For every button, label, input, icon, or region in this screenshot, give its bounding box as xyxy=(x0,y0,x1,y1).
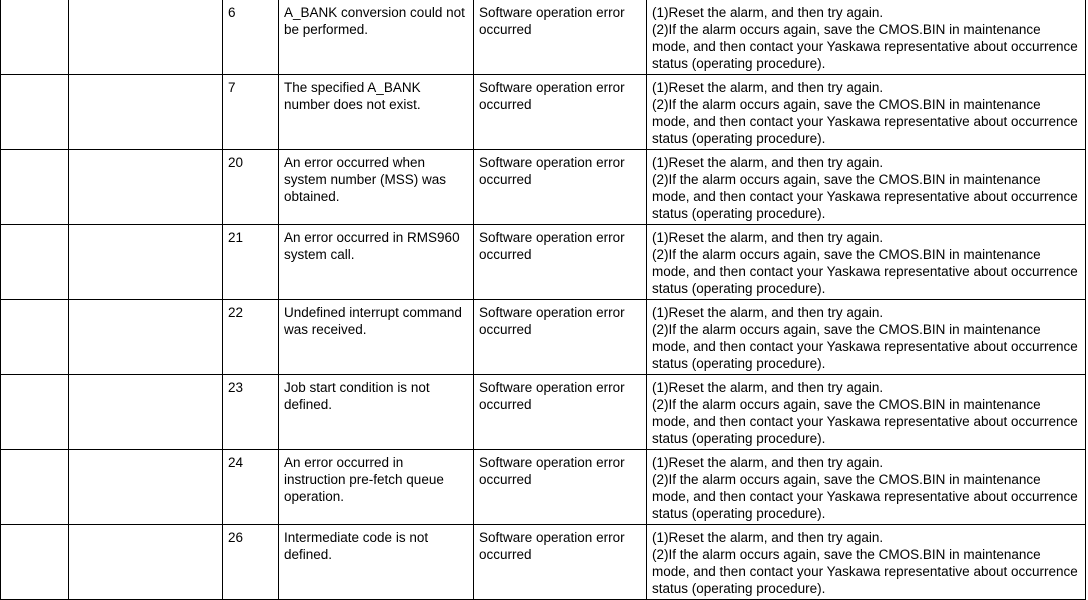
remedy-step-1: (1)Reset the alarm, and then try again. xyxy=(652,530,884,545)
alarm-name-cell xyxy=(69,225,223,300)
alarm-number-cell xyxy=(1,525,69,600)
cause-cell: Software operation error occurred xyxy=(474,525,647,600)
remedy-step-1: (1)Reset the alarm, and then try again. xyxy=(652,5,884,20)
cause-cell: Software operation error occurred xyxy=(474,375,647,450)
alarm-name-cell xyxy=(69,300,223,375)
remedy-step-1: (1)Reset the alarm, and then try again. xyxy=(652,230,884,245)
alarm-name-cell xyxy=(69,450,223,525)
meaning-cell: Intermediate code is not defined. xyxy=(279,525,474,600)
remedy-step-2: (2)If the alarm occurs again, save the CMOS.BIN in maintenance mode, and then contact your Yaskawa representative about occurrence status (operating procedure). xyxy=(652,247,1078,296)
meaning-cell: Job start condition is not defined. xyxy=(279,375,474,450)
table-row xyxy=(1,225,1086,300)
remedy-cell xyxy=(647,375,1086,450)
alarm-number-cell xyxy=(1,450,69,525)
remedy-step-1: (1)Reset the alarm, and then try again. xyxy=(652,80,884,95)
alarm-number-cell xyxy=(1,375,69,450)
alarm-number-cell xyxy=(1,300,69,375)
cause-cell: Software operation error occurred xyxy=(474,75,647,150)
alarm-number-cell xyxy=(1,225,69,300)
meaning-cell: An error occurred in RMS960 system call. xyxy=(279,225,474,300)
remedy-cell xyxy=(647,150,1086,225)
remedy-step-2: (2)If the alarm occurs again, save the CMOS.BIN in maintenance mode, and then contact your Yaskawa representative about occurrence status (operating procedure). xyxy=(652,22,1078,71)
alarm-number-cell xyxy=(1,0,69,75)
remedy-step-2: (2)If the alarm occurs again, save the CMOS.BIN in maintenance mode, and then contact your Yaskawa representative about occurrence status (operating procedure). xyxy=(652,172,1078,221)
alarm-name-cell xyxy=(69,75,223,150)
cause-cell: Software operation error occurred xyxy=(474,0,647,75)
remedy-step-1: (1)Reset the alarm, and then try again. xyxy=(652,380,884,395)
sub-code-cell: 23 xyxy=(223,375,279,450)
remedy-cell xyxy=(647,75,1086,150)
alarm-name-cell xyxy=(69,150,223,225)
cause-cell: Software operation error occurred xyxy=(474,225,647,300)
sub-code-cell: 26 xyxy=(223,525,279,600)
meaning-cell: An error occurred when system number (MSS) was obtained. xyxy=(279,150,474,225)
alarm-name-cell xyxy=(69,375,223,450)
remedy-step-2: (2)If the alarm occurs again, save the CMOS.BIN in maintenance mode, and then contact your Yaskawa representative about occurrence status (operating procedure). xyxy=(652,97,1078,146)
cause-cell: Software operation error occurred xyxy=(474,450,647,525)
remedy-cell xyxy=(647,525,1086,600)
remedy-step-1: (1)Reset the alarm, and then try again. xyxy=(652,455,884,470)
table-row xyxy=(1,300,1086,375)
meaning-cell: The specified A_BANK number does not exist. xyxy=(279,75,474,150)
sub-code-cell: 22 xyxy=(223,300,279,375)
remedy-step-2: (2)If the alarm occurs again, save the CMOS.BIN in maintenance mode, and then contact your Yaskawa representative about occurrence status (operating procedure). xyxy=(652,547,1078,596)
remedy-cell xyxy=(647,450,1086,525)
remedy-step-1: (1)Reset the alarm, and then try again. xyxy=(652,305,884,320)
table-row xyxy=(1,375,1086,450)
meaning-cell: A_BANK conversion could not be performed. xyxy=(279,0,474,75)
sub-code-cell: 24 xyxy=(223,450,279,525)
table-row xyxy=(1,75,1086,150)
remedy-cell xyxy=(647,225,1086,300)
table-row xyxy=(1,0,1086,75)
remedy-step-2: (2)If the alarm occurs again, save the CMOS.BIN in maintenance mode, and then contact your Yaskawa representative about occurrence status (operating procedure). xyxy=(652,397,1078,446)
meaning-cell: An error occurred in instruction pre-fetch queue operation. xyxy=(279,450,474,525)
alarm-name-cell xyxy=(69,525,223,600)
alarm-number-cell xyxy=(1,75,69,150)
alarm-number-cell xyxy=(1,150,69,225)
alarm-name-cell xyxy=(69,0,223,75)
table-row xyxy=(1,450,1086,525)
remedy-step-2: (2)If the alarm occurs again, save the CMOS.BIN in maintenance mode, and then contact your Yaskawa representative about occurrence status (operating procedure). xyxy=(652,322,1078,371)
remedy-cell xyxy=(647,0,1086,75)
table-row xyxy=(1,150,1086,225)
remedy-cell xyxy=(647,300,1086,375)
cause-cell: Software operation error occurred xyxy=(474,300,647,375)
sub-code-cell: 6 xyxy=(223,0,279,75)
sub-code-cell: 21 xyxy=(223,225,279,300)
sub-code-cell: 20 xyxy=(223,150,279,225)
meaning-cell: Undefined interrupt command was received. xyxy=(279,300,474,375)
sub-code-cell: 7 xyxy=(223,75,279,150)
remedy-step-1: (1)Reset the alarm, and then try again. xyxy=(652,155,884,170)
table-row xyxy=(1,525,1086,600)
remedy-step-2: (2)If the alarm occurs again, save the CMOS.BIN in maintenance mode, and then contact your Yaskawa representative about occurrence status (operating procedure). xyxy=(652,472,1078,521)
cause-cell: Software operation error occurred xyxy=(474,150,647,225)
